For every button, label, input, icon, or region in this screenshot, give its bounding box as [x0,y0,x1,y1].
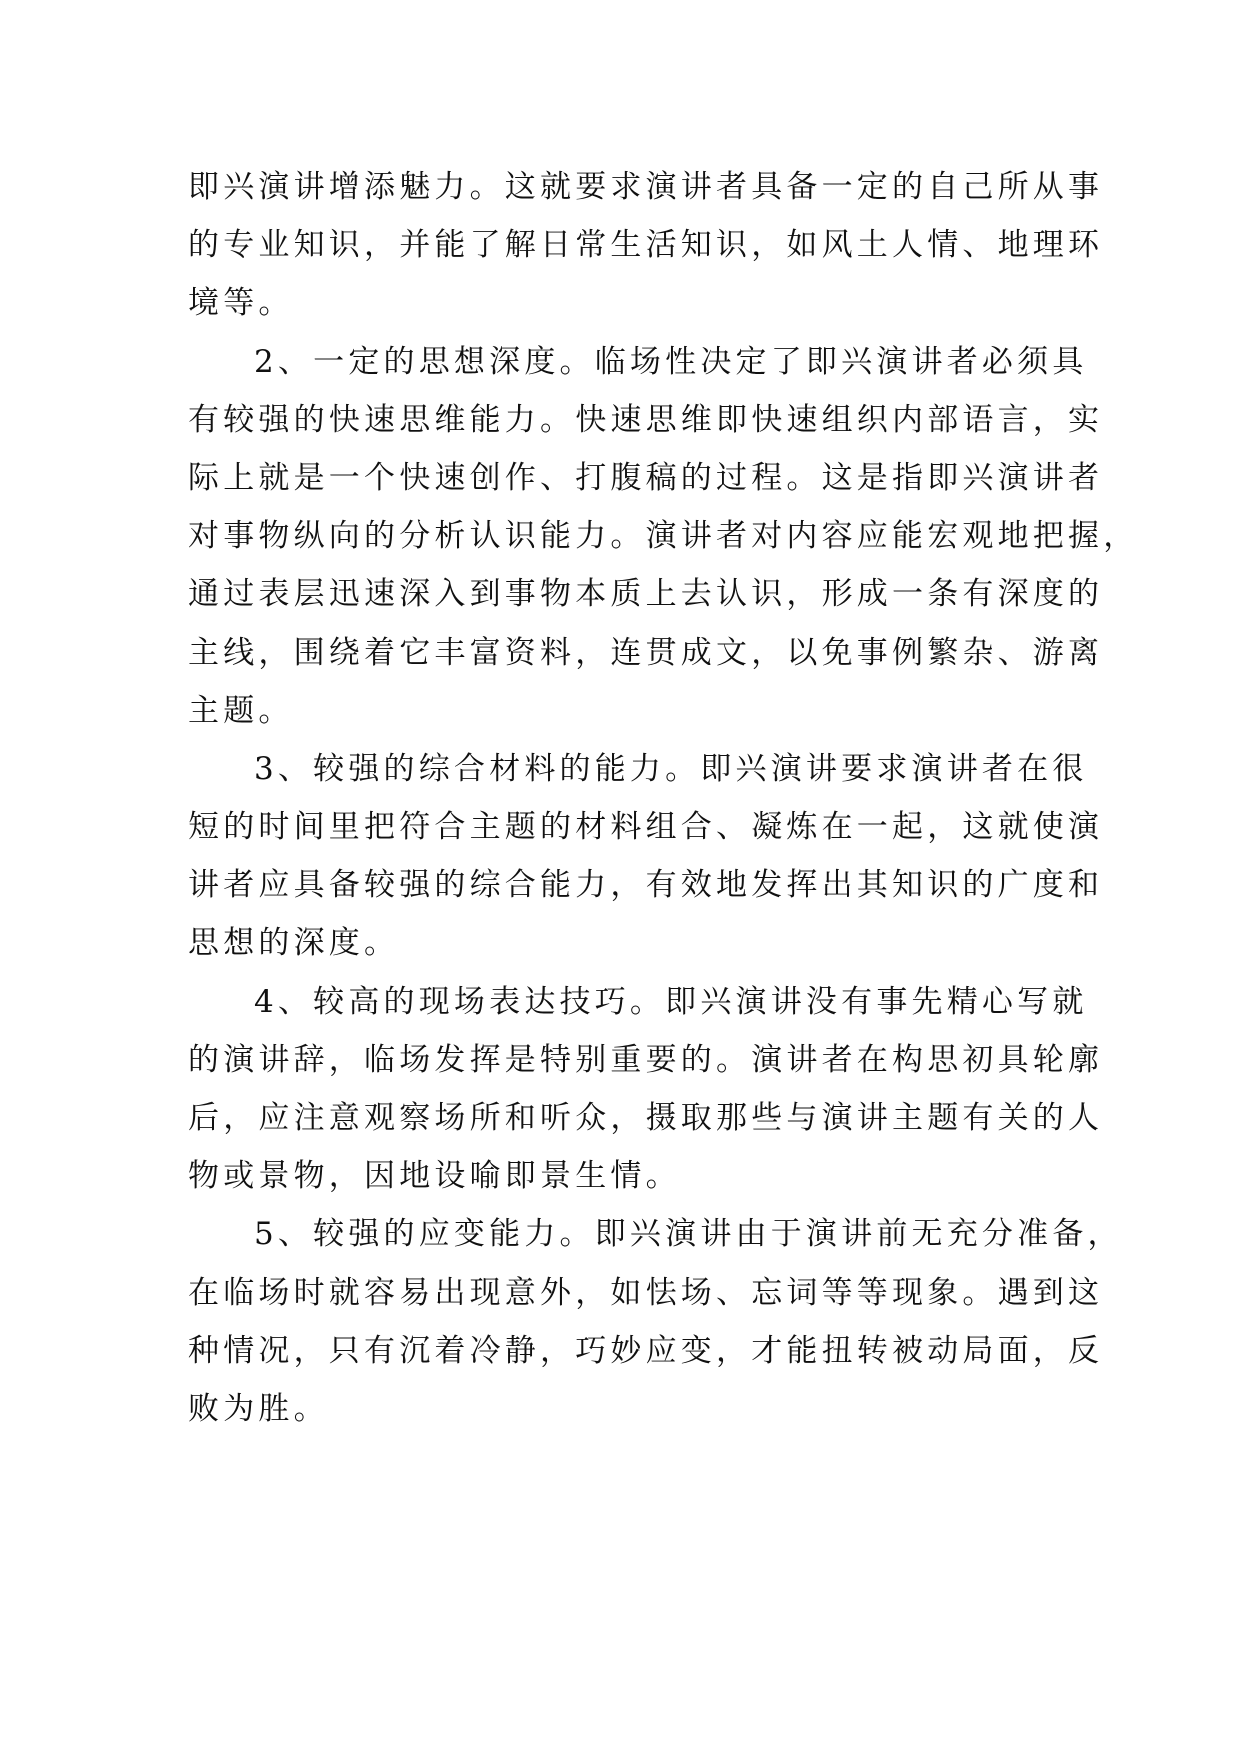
paragraph-first-line: 3、较强的综合材料的能力。即兴演讲要求演讲者在很 [254,750,1088,787]
text-line: 有较强的快速思维能力。快速思维即快速组织内部语言，实 [188,401,1104,438]
paragraph-first-line: 4、较高的现场表达技巧。即兴演讲没有事先精心写就 [254,983,1088,1020]
text-line: 短的时间里把符合主题的材料组合、凝炼在一起，这就使演 [188,809,1104,846]
text-line: 主线，围绕着它丰富资料，连贯成文，以免事例繁杂、游离 [188,634,1104,671]
text-line: 际上就是一个快速创作、打腹稿的过程。这是指即兴演讲者 [188,459,1104,496]
text-line: 种情况，只有沉着冷静，巧妙应变，才能扭转被动局面，反 [188,1332,1104,1369]
paragraph-first-line: 5、较强的应变能力。即兴演讲由于演讲前无充分准备， [254,1216,1123,1253]
paragraph-first-line: 2、一定的思想深度。临场性决定了即兴演讲者必须具 [254,343,1088,380]
text-line: 思想的深度。 [188,925,400,962]
text-line: 败为胜。 [188,1390,329,1427]
text-line: 通过表层迅速深入到事物本质上去认识，形成一条有深度的 [188,576,1104,613]
text-line: 的专业知识，并能了解日常生活知识，如风土人情、地理环 [188,227,1104,264]
text-line: 后，应注意观察场所和听众，摄取那些与演讲主题有关的人 [188,1100,1104,1136]
document-body [188,158,1139,1438]
text-line: 对事物纵向的分析认识能力。演讲者对内容应能宏观地把握， [188,518,1139,555]
text-line: 即兴演讲增添魅力。这就要求演讲者具备一定的自己所从事 [188,169,1104,205]
text-line: 境等。 [188,285,294,322]
text-line: 的演讲辞，临场发挥是特别重要的。演讲者在构思初具轮廓 [188,1041,1104,1078]
text-line: 讲者应具备较强的综合能力，有效地发挥出其知识的广度和 [188,867,1104,904]
text-line: 在临场时就容易出现意外，如怯场、忘词等等现象。遇到这 [188,1274,1104,1311]
text-line: 主题。 [188,692,294,729]
text-line: 物或景物，因地设喻即景生情。 [188,1158,681,1195]
